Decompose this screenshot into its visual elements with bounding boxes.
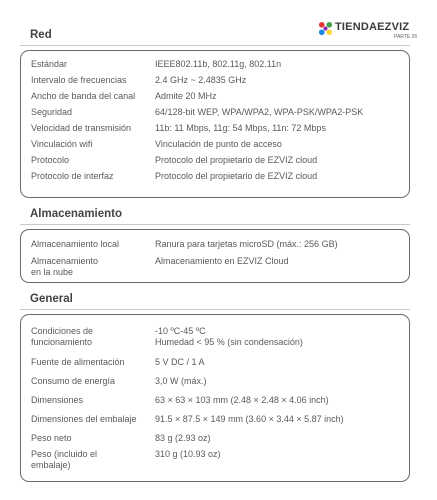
spec-value: -10 ºC-45 ºC Humedad < 95 % (sin condensación) — [155, 326, 303, 347]
spec-table-almacenamiento — [20, 229, 410, 283]
spec-value: 3,0 W (máx.) — [155, 376, 207, 386]
spec-key: Almacenamiento local — [31, 239, 120, 249]
spec-key: Vinculación wifi — [31, 139, 93, 149]
section-divider — [20, 309, 410, 310]
spec-key: Velocidad de transmisión — [31, 123, 132, 133]
spec-value: Protocolo del propietario de EZVIZ cloud — [155, 155, 318, 165]
spec-key: Intervalo de frecuencias — [31, 75, 127, 85]
spec-value: Vinculación de punto de acceso — [155, 139, 282, 149]
spec-value: 64/128-bit WEP, WPA/WPA2, WPA-PSK/WPA2-PSK — [155, 107, 364, 117]
spec-value: 63 × 63 × 103 mm (2.48 × 2.48 × 4.06 inch) — [155, 395, 329, 405]
logo-subtext: PARTE 26 — [394, 34, 418, 40]
spec-value: 83 g (2.93 oz) — [155, 433, 211, 443]
spec-key: Almacenamiento en la nube — [31, 256, 99, 277]
brand-logo — [318, 20, 418, 42]
section-title-general: General — [30, 293, 73, 305]
spec-value: 11b: 11 Mbps, 11g: 54 Mbps, 11n: 72 Mbps — [155, 123, 326, 133]
spec-value: 2.4 GHz ~ 2.4835 GHz — [155, 75, 247, 85]
spec-key: Estándar — [31, 59, 68, 69]
spec-value: 5 V DC / 1 A — [155, 357, 205, 367]
spec-table-general — [20, 314, 410, 482]
spec-key: Peso (incluido el embalaje) — [31, 449, 98, 470]
section-title-almacenamiento: Almacenamiento — [30, 208, 123, 220]
spec-key: Condiciones de funcionamiento — [31, 326, 94, 347]
spec-key: Dimensiones — [31, 395, 84, 405]
spec-key: Seguridad — [31, 107, 73, 117]
section-title-red: Red — [30, 29, 52, 41]
spec-value: Admite 20 MHz — [155, 91, 217, 101]
section-divider — [20, 224, 410, 225]
spec-value: Almacenamiento en EZVIZ Cloud — [155, 256, 289, 266]
pinwheel-logo-icon — [318, 21, 333, 36]
spec-value: IEEE802.11b, 802.11g, 802.11n — [155, 59, 282, 69]
spec-key: Fuente de alimentación — [31, 357, 125, 367]
spec-value: Ranura para tarjetas microSD (máx.: 256 GB) — [155, 239, 338, 249]
spec-key: Ancho de banda del canal — [31, 91, 136, 101]
spec-key: Protocolo — [31, 155, 70, 165]
spec-key: Peso neto — [31, 433, 72, 443]
spec-value: Protocolo del propietario de EZVIZ cloud — [155, 171, 318, 181]
spec-table-red — [20, 50, 410, 198]
spec-key: Dimensiones del embalaje — [31, 414, 137, 424]
spec-key: Consumo de energía — [31, 376, 116, 386]
spec-key: Protocolo de interfaz — [31, 171, 114, 181]
logo-text: TIENDAEZVIZ — [335, 21, 410, 33]
spec-value: 91.5 × 87.5 × 149 mm (3.60 × 3.44 × 5.87 inch) — [155, 414, 344, 424]
spec-value: 310 g (10.93 oz) — [155, 449, 221, 459]
section-divider — [20, 45, 410, 46]
